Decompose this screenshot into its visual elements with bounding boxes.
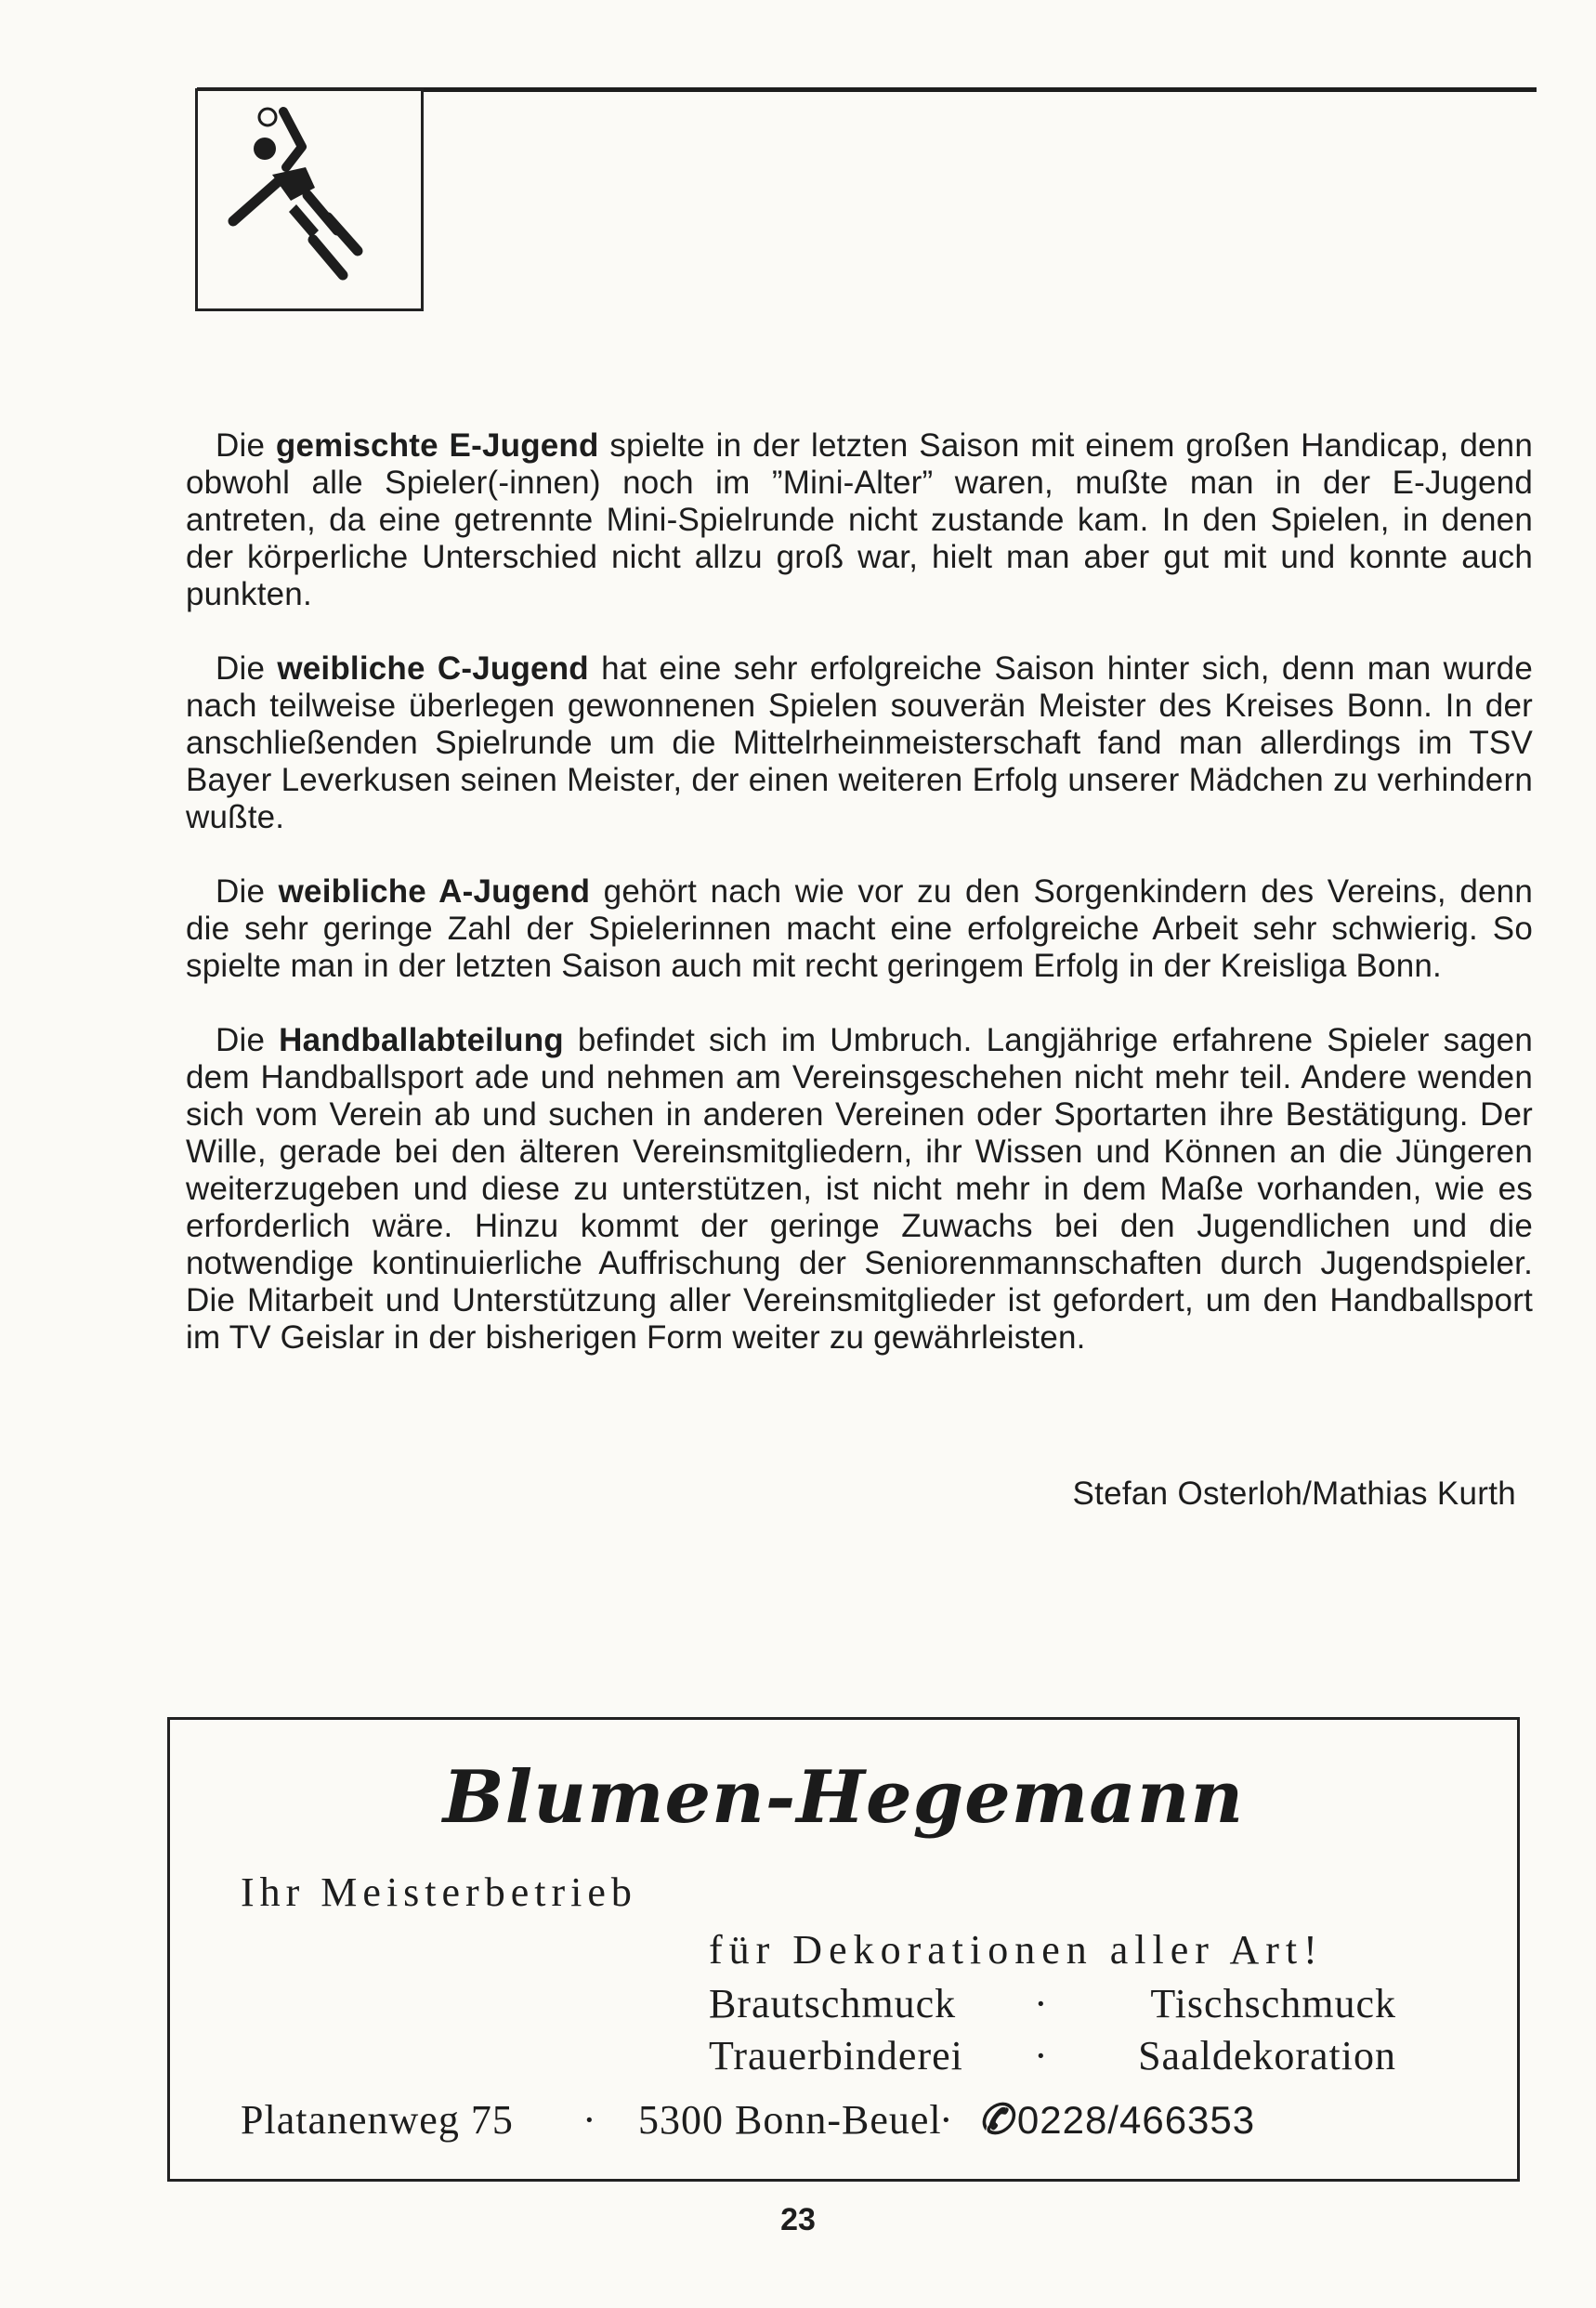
separator-dot: · [939,2097,954,2143]
paragraph-text: Die [216,427,276,464]
paragraph-handballabteilung [186,1022,1533,1357]
article-signature: Stefan Osterloh/Mathias Kurth [1072,1475,1516,1512]
paragraph-text: gehört nach wie vor zu den Sorgenkindern des Vereins, denn die sehr geringe Zahl der Spielerinnen macht eine erfolgreiche Arbeit sehr schwierig. So spielte man in der letzten Saison auch mit recht geringem Erfolg in der Kreisliga Bonn. [186,873,1533,984]
ad-service-row [709,1980,1396,2032]
handball-player-icon [198,91,421,308]
ad-phone-number: 0228/466353 [1016,2098,1256,2142]
separator-dot: · [1034,1981,1049,2026]
paragraph-a-jugend [186,873,1533,985]
ad-street: Platanenweg 75 [241,2097,514,2143]
ad-tagline: Ihr Meisterbetrieb [241,1869,637,1915]
paragraph-subject: Handballabteilung [279,1022,564,1058]
ad-city: 5300 Bonn-Beuel [638,2097,942,2143]
paragraph-text: Die [216,1022,280,1058]
paragraph-e-jugend [186,427,1533,613]
separator-dot: · [582,2097,597,2143]
paragraph-c-jugend [186,650,1533,836]
paragraph-subject: weibliche A-Jugend [278,873,591,910]
ad-service-row [709,2032,1396,2084]
paragraph-subject: gemischte E-Jugend [275,427,599,464]
page-number: 23 [780,2202,816,2237]
ad-service-item: Trauerbinderei [709,2033,963,2079]
paragraph-text: Die [216,873,279,910]
ad-services-title: für Dekorationen aller Art! [709,1927,1324,1973]
ad-services [709,1980,1396,2084]
phone-icon: ✆ [978,2097,1014,2143]
separator-dot: · [1034,2033,1049,2079]
advertisement [167,1717,1520,2182]
paragraph-subject: weibliche C-Jugend [277,650,589,687]
paragraph-text: spielte in der letzten Saison mit einem großen Handicap, denn obwohl alle Spieler(-innen) noch im ”Mini-Alter” waren, mußte man in der E-Jugend antreten, da eine getrennte Mini-Spielrunde nicht zustande kam. In den Spielen, in denen der körperliche Unterschied nicht allzu groß war, hielt man aber gut mit und konnte auch punkten. [186,427,1533,612]
ad-service-item: Brautschmuck [709,1981,957,2026]
ad-service-item: Tischschmuck [1150,1981,1396,2026]
ad-brand-name: Blumen-Hegemann [442,1755,1245,1840]
handball-logo [195,88,424,311]
ad-service-item: Saaldekoration [1138,2033,1396,2079]
paragraph-text: hat eine sehr erfolgreiche Saison hinter sich, denn man wurde nach teilweise überlegen gewonnenen Spielen souverän Meister des Kreises Bonn. In der anschließenden Spielrunde um die Mittelrheinmeisterschaft fand man allerdings im TSV Bayer Leverkusen seinen Meister, der einen weiteren Erfolg unserer Mädchen zu verhindern wußte. [186,650,1533,835]
paragraph-text: befindet sich im Umbruch. Langjährige erfahrene Spieler sagen dem Handballsport ade und nehmen am Vereinsgeschehen nicht mehr teil. Andere wenden sich vom Verein ab und suchen in anderen Vereinen oder Sportarten ihre Bestätigung. Der Wille, gerade bei den älteren Vereinsmitgliedern, ihr Wissen und Können an die Jüngeren weiterzugeben und diese zu unterstützen, ist nicht mehr in dem Maße vorhanden, wie es erforderlich wäre. Hinzu kommt der geringe Zuwachs bei den Jugendlichen und die notwendige kontinuierliche Auffrischung der Seniorenmannschaften durch Jugendspieler. Die Mitarbeit und Unterstützung aller Vereinsmitglieder ist gefordert, um den Handballsport im TV Geislar in der bisherigen Form weiter zu gewährleisten. [186,1022,1533,1356]
ad-phone [978,2096,1255,2144]
paragraph-text: Die [216,650,278,687]
article-body [186,427,1533,1394]
